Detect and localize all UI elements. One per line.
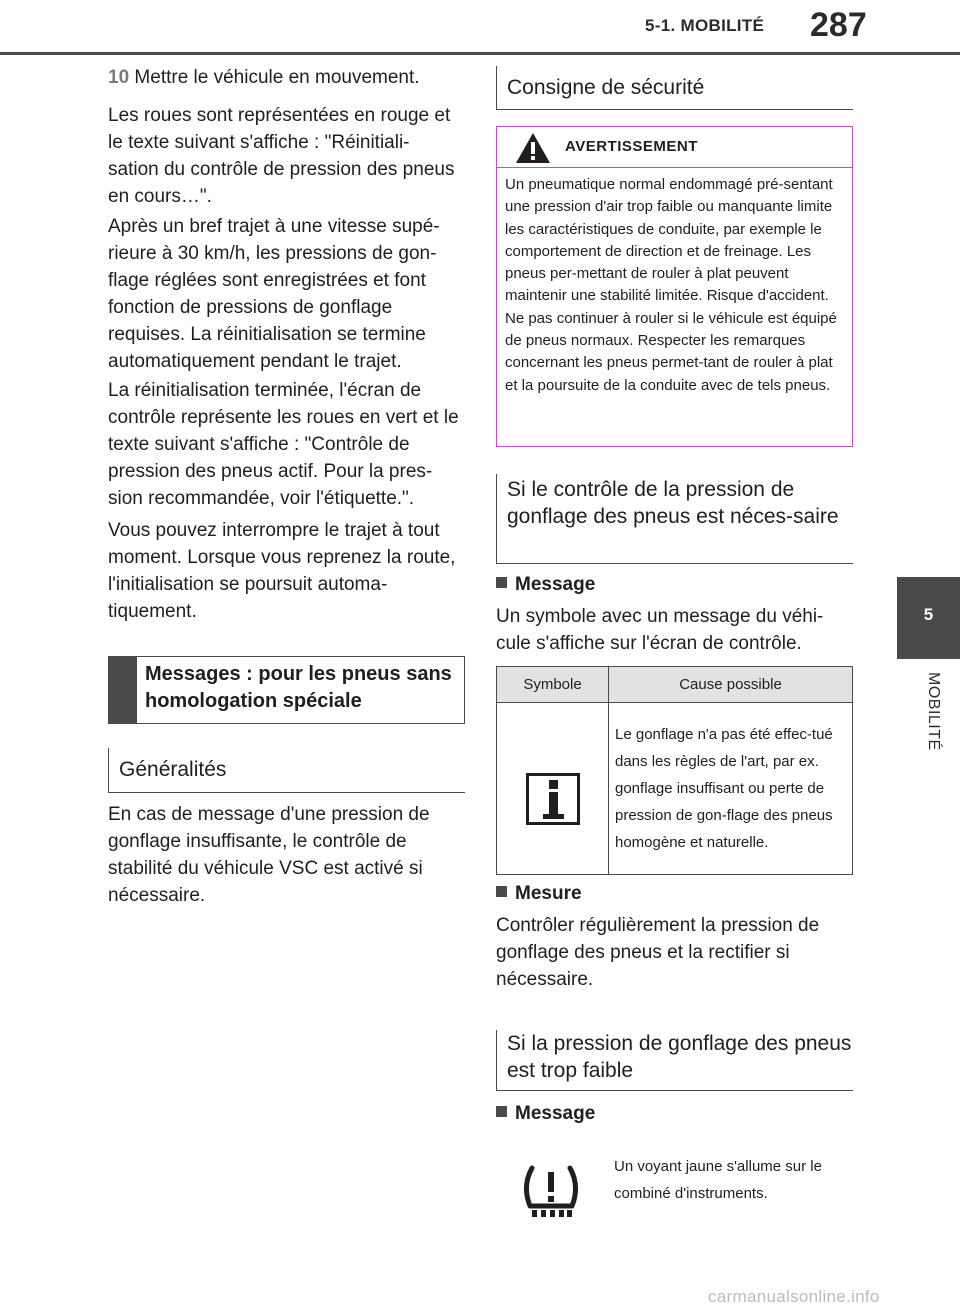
paragraph-mesure: Contrôler régulièrement la pression de gonflage des pneus et la rectifier si nécessaire. bbox=[496, 915, 820, 990]
bullet-square-icon bbox=[496, 886, 507, 897]
paragraph-reset-in-progress: Les roues sont représentées en rouge et le texte suivant s'affiche : "Réinitiali-sation du contrôle de pression des pneus en cours…". bbox=[108, 105, 455, 207]
label-message-2-text: Message bbox=[515, 1103, 596, 1124]
heading-safety: Consigne de sécurité bbox=[496, 66, 853, 110]
table-header-row bbox=[497, 667, 853, 703]
heading-pressure-too-low: Si la pression de gonflage des pneus est trop faible bbox=[496, 1030, 853, 1090]
label-message-2 bbox=[496, 1103, 595, 1125]
column-header-symbol: Symbole bbox=[497, 667, 609, 703]
heading2-rule bbox=[496, 563, 853, 564]
page-number: 287 bbox=[810, 6, 867, 44]
label-mesure bbox=[496, 883, 582, 905]
subheading-rule bbox=[108, 792, 465, 793]
tpms-description: Un voyant jaune s'allume sur le combiné d'instruments. bbox=[614, 1158, 822, 1202]
warning-title: AVERTISSEMENT bbox=[565, 138, 698, 155]
label-message bbox=[496, 574, 595, 596]
section-heading-text: Messages : pour les pneus sans homologation spéciale bbox=[145, 663, 452, 712]
section-title: 5-1. MOBILITÉ bbox=[645, 16, 765, 35]
paragraph-interrupt: Vous pouvez interrompre le trajet à tout moment. Lorsque vous reprenez la route, l'initialisation se poursuit automa-tiquement. bbox=[108, 520, 456, 622]
chapter-label: MOBILITÉ bbox=[925, 672, 942, 751]
label-message-text: Message bbox=[515, 574, 596, 595]
heading3-rule bbox=[496, 1090, 853, 1091]
table-row bbox=[497, 703, 853, 875]
section-heading-box bbox=[108, 656, 465, 724]
watermark: carmanualsonline.info bbox=[708, 1287, 880, 1306]
symbol-cell bbox=[497, 703, 609, 875]
step-10 bbox=[108, 64, 464, 91]
chapter-tab: 5 bbox=[897, 577, 960, 659]
tire-pressure-warning-icon bbox=[520, 1162, 582, 1220]
heading-pressure-check-needed: Si le contrôle de la pression de gonflage des pneus est néces-saire bbox=[496, 474, 853, 564]
warning-box bbox=[496, 126, 853, 447]
heading-bar bbox=[109, 657, 137, 723]
cause-cell: Le gonflage n'a pas été effec-tué dans les règles de l'art, par ex. gonflage insuffisant ou perte de pression de gon-flage des pneus homogène et naturelle. bbox=[609, 703, 853, 875]
paragraph-reset-complete: La réinitialisation terminée, l'écran de contrôle représente les roues en vert et le texte suivant s'affiche : "Contrôle de pression des pneus actif. Pour la pres-sion recommandée, voir l'étiquette.". bbox=[108, 380, 459, 509]
warning-triangle-icon bbox=[515, 132, 551, 164]
column-header-cause: Cause possible bbox=[609, 667, 853, 703]
safety-rule bbox=[496, 109, 853, 110]
step-text: Mettre le véhicule en mouvement. bbox=[134, 67, 420, 88]
bullet-square-icon bbox=[496, 1106, 507, 1117]
paragraph-reset-details: Après un bref trajet à une vitesse supé-rieure à 30 km/h, les pressions de gon-flage réglées sont enregistrées et font fonction de pressions de gonflage requises. La réinitialisation se termine automatiquement pendant le trajet. bbox=[108, 216, 440, 372]
step-number: 10 bbox=[108, 67, 130, 88]
label-mesure-text: Mesure bbox=[515, 883, 582, 904]
warning-header bbox=[497, 127, 852, 168]
subheading-generalites: Généralités bbox=[108, 748, 464, 792]
paragraph-vsc: En cas de message d'une pression de gonflage insuffisante, le contrôle de stabilité du véhicule VSC est activé si nécessaire. bbox=[108, 804, 430, 906]
header-rule bbox=[0, 52, 960, 55]
paragraph-message: Un symbole avec un message du véhi-cule s'affiche sur l'écran de contrôle. bbox=[496, 606, 824, 654]
symbol-table bbox=[496, 666, 853, 875]
bullet-square-icon bbox=[496, 577, 507, 588]
info-icon bbox=[526, 773, 580, 825]
warning-text: Un pneumatique normal endommagé pré-sentant une pression d'air trop faible ou manquante limite les caractéristiques de conduite, par exemple le comportement de direction et de freinage. Les pneus per-mettant de rouler à plat peuvent maintenir une stabilité limitée. Risque d'accident. Ne pas continuer à rouler si le véhicule est équipé de pneus normaux. Respecter les remarques concernant les pneus permet-tant de rouler à plat et la poursuite de la conduite avec de tels pneus. bbox=[505, 176, 837, 394]
